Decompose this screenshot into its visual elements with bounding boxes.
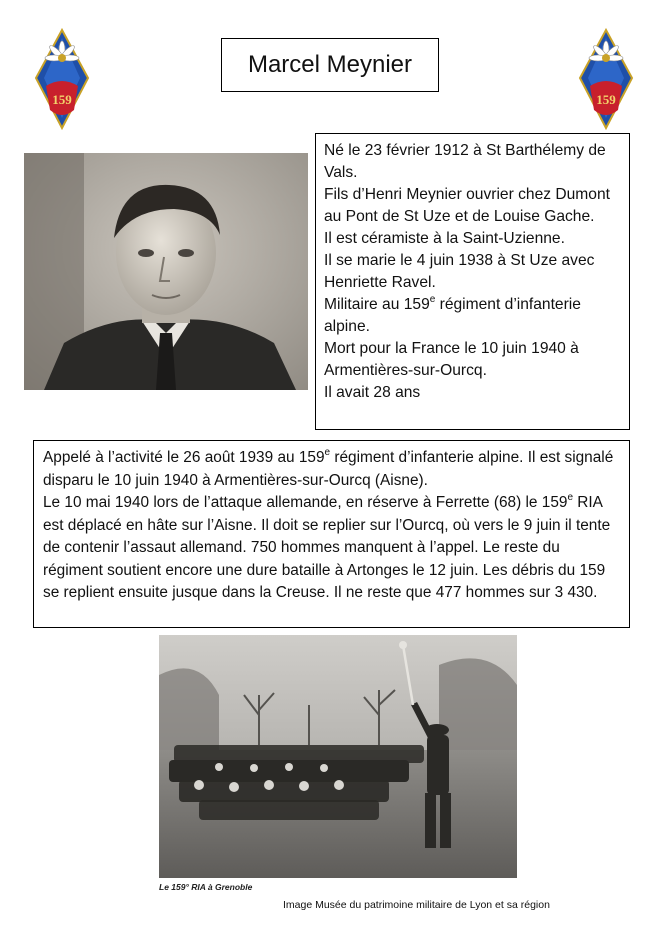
narrative-paragraph-2: Le 10 mai 1940 lors de l’attaque allemande, en réserve à Ferrette (68) le 159e RIA est déplacé en hâte sur l’Aisne. Il doit se replier sur l’Ourcq, où vers le 9 juin il tente de contenir l’assaut allemand. 750 hommes manquent à l’appel. Le reste du régiment soutient encore une dure bataille à Artonges le 12 juin. Les débris du 159 se replient ensuite jusque dans la Creuse. Il ne reste que 477 hommes sur 3 430. xyxy=(43,491,611,601)
narrative-box xyxy=(33,440,630,628)
photo-credit: Image Musée du patrimoine militaire de Lyon et sa région xyxy=(283,899,550,911)
regiment-insignia-right-icon xyxy=(578,28,634,130)
narrative-paragraph-1: Appelé à l’activité le 26 août 1939 au 159e régiment d’infanterie alpine. Il est signalé disparu le 10 juin 1940 à Armentières-sur-Ourcq (Aisne). xyxy=(43,446,614,489)
biography-box xyxy=(315,133,630,430)
page-title: Marcel Meynier xyxy=(247,51,413,78)
bio-line: Il se marie le 4 juin 1938 à St Uze avec Henriette Ravel. xyxy=(324,252,595,291)
svg-text:159: 159 xyxy=(52,92,72,107)
bio-line: Né le 23 février 1912 à St Barthélemy de Vals. xyxy=(324,142,606,181)
portrait-photo xyxy=(24,153,308,390)
bio-age-line: Il avait 28 ans xyxy=(324,384,421,401)
bio-line: Fils d’Henri Meynier ouvrier chez Dumont au Pont de St Uze et de Louise Gache. xyxy=(324,186,610,225)
bio-death-line: Mort pour la France le 10 juin 1940 à Armentières-sur-Ourcq. xyxy=(324,340,579,379)
svg-text:159: 159 xyxy=(596,92,616,107)
page-title-box xyxy=(221,38,439,92)
bio-line: Il est céramiste à la Saint-Uzienne. xyxy=(324,230,565,247)
photo-caption: Le 159° RIA à Grenoble xyxy=(159,882,253,892)
parade-photo xyxy=(159,635,517,878)
bio-military-line: Militaire au 159e régiment d’infanterie alpine. xyxy=(324,293,581,335)
regiment-insignia-left-icon xyxy=(34,28,90,130)
